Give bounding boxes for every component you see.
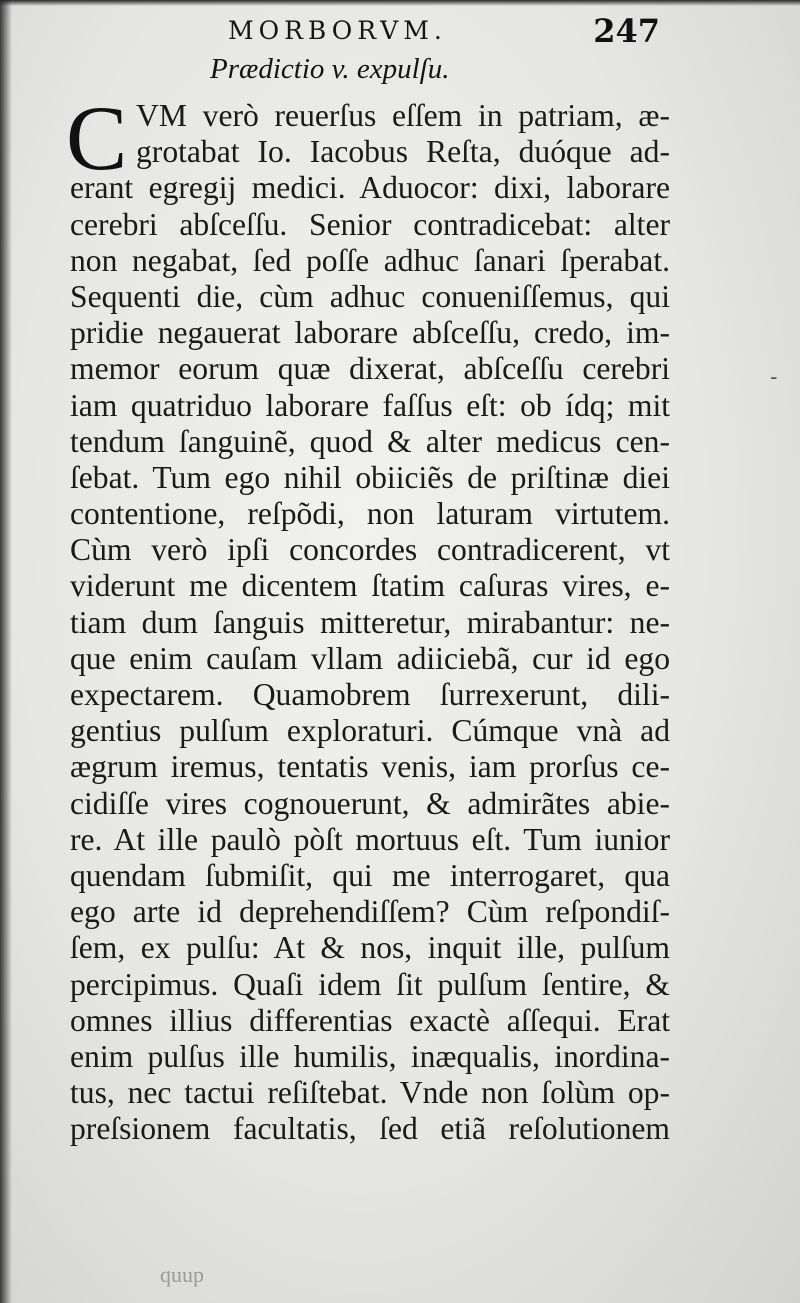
page-number: 247: [593, 12, 660, 50]
text-line: ſem, ex pulſu: At & nos, inquit ille, pulſum: [70, 930, 670, 966]
page-header: [0, 10, 800, 50]
text-line: ſebat. Tum ego nihil obiiciẽs de priſtinæ diei: [70, 459, 670, 495]
text-line: pridie negauerat laborare abſceſſu, credo, im-: [70, 315, 670, 351]
running-head: MORBORVM.: [228, 16, 447, 45]
text-line: viderunt me dicentem ſtatim caſuras vires, e-: [70, 568, 670, 604]
text-line: Cùm verò ipſi concordes contradicerent, vt: [70, 532, 670, 568]
text-line: ego arte id deprehendiſſem? Cùm reſpondiſ-: [70, 894, 670, 930]
body-text: [70, 98, 670, 1147]
text-line: cidiſſe vires cognouerunt, & admirãtes abie-: [70, 785, 670, 821]
text-line: grotabat Io. Iacobus Reſta, duóque ad-: [136, 134, 670, 170]
text-line: percipimus. Quaſi idem ſit pulſum ſentire, &: [70, 966, 670, 1002]
drop-capital: C: [66, 87, 128, 189]
text-line: Sequenti die, cùm adhuc conueniſſemus, qui: [70, 278, 670, 314]
text-line: cerebri abſceſſu. Senior contradicebat: alter: [70, 206, 670, 242]
text-line: memor eorum quæ dixerat, abſceſſu cerebri: [70, 351, 670, 387]
text-line: omnes illius differentias exactè aſſequi. Erat: [70, 1002, 670, 1038]
text-line: iam quatriduo laborare faſſus eſt: ob ídq; mit: [70, 387, 670, 423]
catchword: quup: [160, 1262, 204, 1287]
text-line: contentione, reſpõdi, non laturam virtutem.: [70, 496, 670, 532]
text-line: tus, nec tactui reſiſtebat. Vnde non ſolùm op-: [70, 1075, 670, 1111]
text-line: VM verò reuerſus eſſem in patriam, æ-: [136, 98, 670, 133]
text-line: tendum ſanguinẽ, quod & alter medicus cen-: [70, 423, 670, 459]
section-title: Prædictio v. expulſu.: [210, 53, 450, 85]
text-line: gentius pulſum exploraturi. Cúmque vnà ad: [70, 713, 670, 749]
text-line: non negabat, ſed poſſe adhuc ſanari ſperabat.: [70, 242, 670, 278]
margin-mark: -: [770, 365, 778, 390]
text-line: quendam ſubmiſit, qui me interrogaret, qua: [70, 857, 670, 893]
text-line: tiam dum ſanguis mitteretur, mirabantur: ne-: [70, 604, 670, 640]
text-line: preſsionem facultatis, ſed etiã reſolutionem: [70, 1111, 670, 1147]
text-line: re. At ille paulò pòſt mortuus eſt. Tum iunior: [70, 821, 670, 857]
text-line: expectarem. Quamobrem ſurrexerunt, dili-: [70, 677, 670, 712]
text-line: ægrum iremus, tentatis venis, iam prorſus ce-: [70, 749, 670, 785]
text-line: que enim cauſam vllam adiiciebã, cur id ego: [70, 640, 670, 676]
text-line: enim pulſus ille humilis, inæqualis, inordina-: [70, 1038, 670, 1074]
text-line: erant egregij medici. Aduocor: dixi, laborare: [70, 170, 670, 206]
